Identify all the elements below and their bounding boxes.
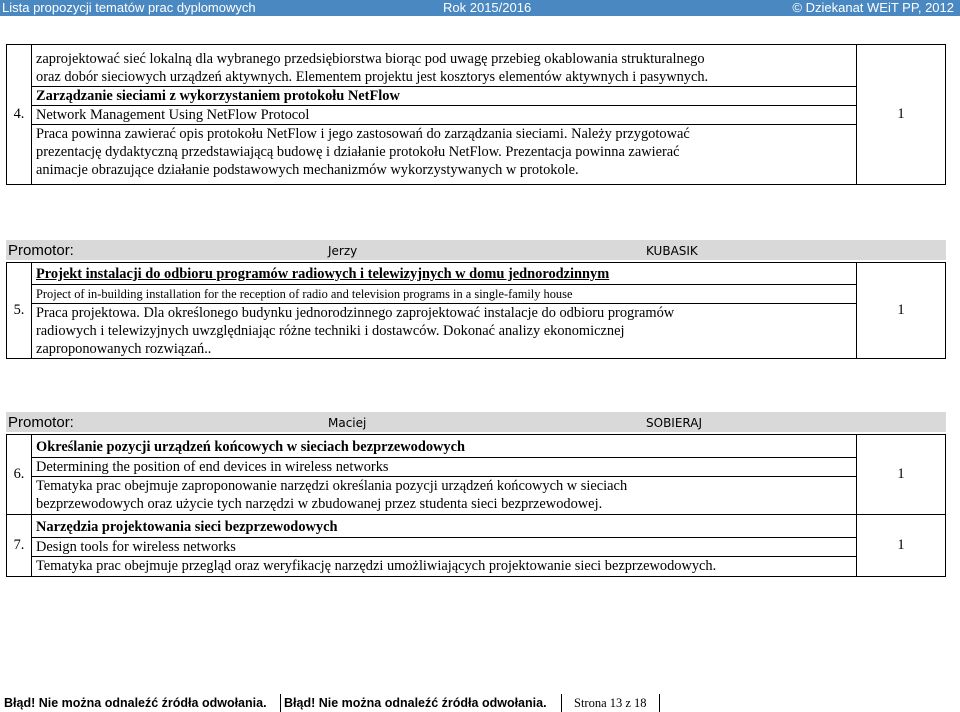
topic-student-count: 1 [857, 263, 946, 359]
topic-student-count: 1 [857, 435, 946, 515]
topic-number: 5. [7, 263, 32, 359]
footer-divider [561, 694, 562, 712]
topic-text-line: Tematyka prac obejmuje zaproponowanie narzędzi określania pozycji urządzeń końcowych w sieciach [36, 477, 628, 494]
topic-english-title: Determining the position of end devices in wireless networks [32, 458, 856, 477]
promotor-label: Promotor: [8, 242, 74, 259]
footer-reference-error: Błąd! Nie można odnaleźć źródła odwołania. [284, 696, 547, 710]
promotor-first-name: Maciej [328, 416, 367, 430]
topic-text-line: zaprojektować sieć lokalną dla wybranego przedsiębiorstwa biorąc pod uwagę przebieg okablowania strukturalnego [36, 51, 705, 67]
topic-table-5 [6, 262, 946, 359]
topic-title: Zarządzanie sieciami z wykorzystaniem protokołu NetFlow [32, 87, 856, 106]
topic-text-line: radiowych i telewizyjnych uwzględniając różne techniki i dostawców. Dokonać analizy ekonomicznej [36, 322, 625, 339]
topic-english-title: Network Management Using NetFlow Protocol [32, 106, 856, 125]
topic-text-line: Tematyka prac obejmuje przegląd oraz weryfikację narzędzi umożliwiających projektowanie sieci bezprzewodowych. [36, 557, 717, 574]
topic-table-6-7 [6, 434, 946, 577]
footer-reference-error: Błąd! Nie można odnaleźć źródła odwołania. [4, 696, 267, 710]
topic-english-title: Design tools for wireless networks [32, 538, 856, 557]
promotor-first-name: Jerzy [328, 244, 358, 258]
topic-student-count: 1 [857, 45, 946, 185]
topic-description [32, 45, 857, 185]
topic-number: 7. [7, 515, 32, 577]
promotor-bar [6, 240, 946, 260]
topic-text-line: Praca projektowa. Dla określonego budynku jednorodzinnego zaprojektować instalacje do odbioru programów [36, 304, 675, 321]
topic-description [32, 263, 857, 359]
header-academic-year: Rok 2015/2016 [443, 0, 532, 15]
topic-text-line: oraz dobór sieciowych urządzeń aktywnych. Elementem projektu jest kosztorys elementów aktywnych i pasywnych. [32, 68, 856, 87]
topic-title: Narzędzia projektowania sieci bezprzewodowych [32, 517, 856, 538]
topic-text-line: zaproponowanych rozwiązań.. [36, 340, 212, 357]
topic-number: 6. [7, 435, 32, 515]
footer-divider [280, 694, 281, 712]
promotor-label: Promotor: [8, 414, 74, 431]
promotor-bar [6, 412, 946, 432]
topic-description [32, 515, 857, 577]
page-header [0, 0, 960, 16]
topic-text-line: animacje obrazujące działanie podstawowych mechanizmów wykorzystywanych w protokole. [36, 162, 579, 178]
topic-table-4 [6, 44, 946, 185]
topic-english-title: Project of in-building installation for the reception of radio and television programs in a single-family house [32, 285, 856, 304]
topic-text-line: bezprzewodowych oraz użycie tych narzędzi w zbudowanej przez studenta sieci bezprzewodowej. [36, 495, 603, 512]
header-document-title: Lista propozycji tematów prac dyplomowych [2, 0, 256, 15]
footer-page-number: Strona 13 z 18 [574, 696, 647, 710]
header-copyright: © Dziekanat WEiT PP, 2012 [792, 0, 954, 15]
topic-title: Projekt instalacji do odbioru programów radiowych i telewizyjnych w domu jednorodzinnym [32, 264, 856, 285]
promotor-last-name: KUBASIK [646, 244, 698, 258]
topic-number: 4. [7, 45, 32, 185]
topic-title: Określanie pozycji urządzeń końcowych w sieciach bezprzewodowych [32, 437, 856, 458]
footer-divider [659, 694, 660, 712]
topic-text-line: Praca powinna zawierać opis protokołu NetFlow i jego zastosowań do zarządzania sieciami. Należy przygotować [36, 126, 690, 142]
topic-text-line: prezentację dydaktyczną przedstawiającą budowę i działanie protokołu NetFlow. Prezentacja powinna zawierać [36, 144, 680, 160]
promotor-last-name: SOBIERAJ [646, 416, 703, 430]
topic-description [32, 435, 857, 515]
topic-student-count: 1 [857, 515, 946, 577]
